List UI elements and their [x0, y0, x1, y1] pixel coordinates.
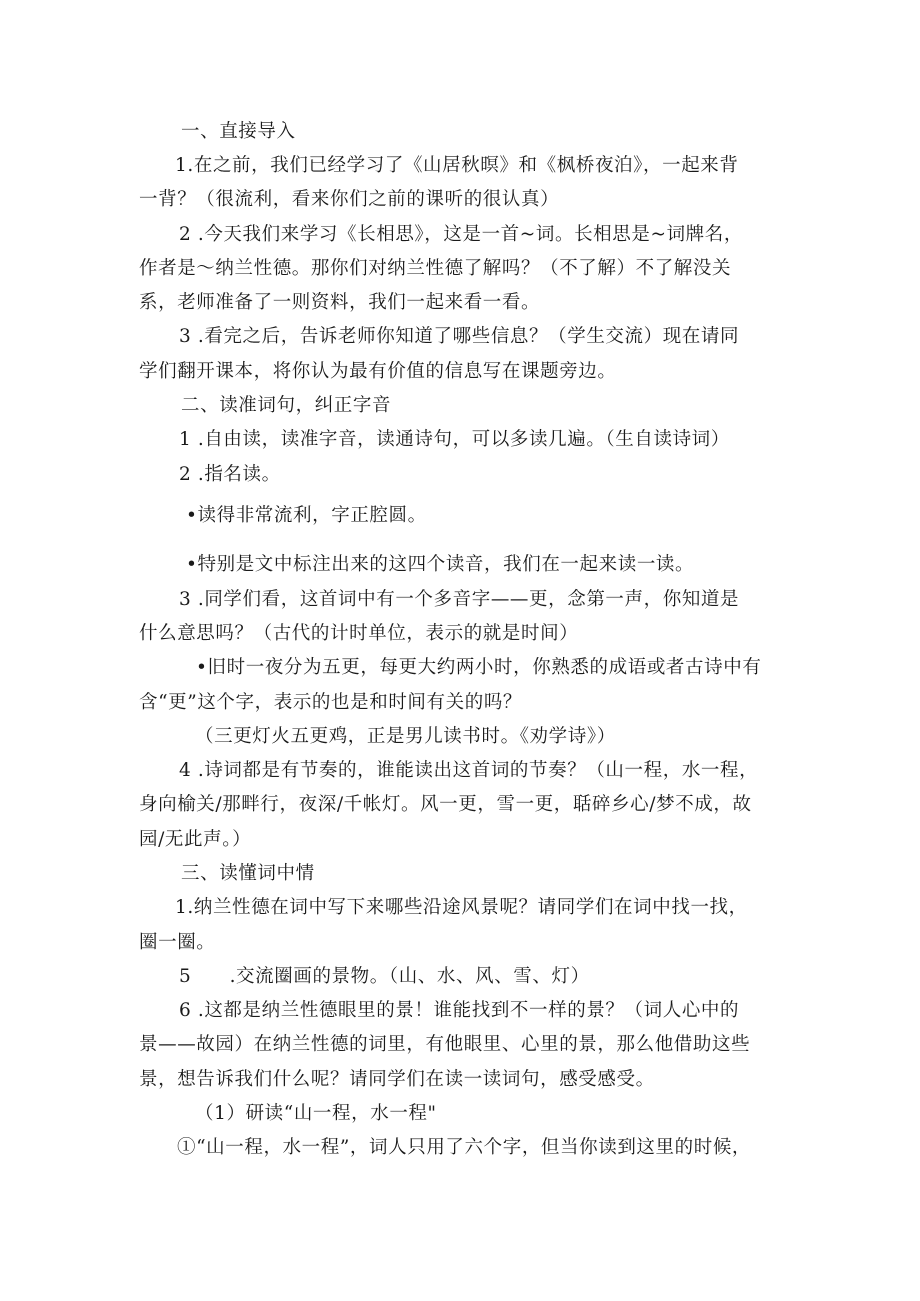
bullet-line: •旧时一夜分为五更，每更大约两小时，你熟悉的成语或者古诗中有 — [196, 657, 762, 678]
paragraph-line: 4 .诗词都是有节奏的，谁能读出这首词的节奏？（山一程，水一程， — [179, 760, 759, 781]
bullet-line: •特别是文中标注出来的这四个读音，我们在一起来读一读。 — [186, 554, 695, 575]
paragraph-line: 3 .同学们看，这首词中有一个多音字——更，念第一声，你知道是 — [179, 589, 740, 610]
section-heading-2: 二、读准词句，纠正字音 — [181, 395, 392, 416]
paragraph-line: 景——故园）在纳兰性德的词里，有他眼里、心里的景，那么他借助这些 — [139, 1034, 751, 1055]
paragraph-line: 1.纳兰性德在词中写下来哪些沿途风景呢？请同学们在词中找一找， — [175, 897, 748, 918]
paragraph-line: 作者是～纳兰性德。那你们对纳兰性德了解吗？（不了解）不了解没关 — [139, 258, 732, 279]
paragraph-line: 系，老师准备了一则资料，我们一起来看一看。 — [139, 292, 541, 313]
paragraph-line: 2 .指名读。 — [179, 464, 281, 485]
paragraph-line: 园/无此声。） — [139, 829, 252, 850]
paragraph-line: 学们翻开课本，将你认为最有价值的信息写在课题旁边。 — [139, 361, 617, 382]
paragraph-line: 1.在之前，我们已经学习了《山居秋暝》和《枫桥夜泊》，一起来背 — [175, 155, 739, 176]
paragraph-line: 什么意思吗？（古代的计时单位，表示的就是时间） — [139, 623, 579, 644]
paragraph-line: （三更灯火五更鸡，正是男儿读书时。《劝学诗》） — [195, 726, 616, 747]
paragraph-line: 圈一圈。 — [139, 932, 216, 953]
paragraph-line: 一背？（很流利，看来你们之前的课听的很认真） — [139, 189, 560, 210]
section-heading-1: 一、直接导入 — [181, 121, 296, 142]
paragraph-line: 3 .看完之后，告诉老师你知道了哪些信息？（学生交流）现在请同 — [179, 326, 740, 347]
section-heading-3: 三、读懂词中情 — [181, 863, 315, 884]
paragraph-line: 含“更”这个字，表示的也是和时间有关的吗？ — [139, 692, 523, 713]
paragraph-line: 1 .自由读，读准字音，读通诗句，可以多读几遍。（生自读诗词） — [179, 429, 730, 450]
paragraph-line: 景，想告诉我们什么呢？请同学们在读一读词句，感受感受。 — [139, 1069, 655, 1090]
paragraph-line: 6 .这都是纳兰性德眼里的景！谁能找到不一样的景？（词人心中的 — [179, 1000, 740, 1021]
paragraph-line: ①“山一程，水一程”，词人只用了六个字，但当你读到这里的时候， — [177, 1137, 752, 1158]
paragraph-line: 2 .今天我们来学习《长相思》，这是一首~词。长相思是~词牌名， — [179, 224, 743, 245]
paragraph-line: 5 .交流圈画的景物。（山、水、风、雪、灯） — [179, 966, 590, 987]
bullet-line: •读得非常流利，字正腔圆。 — [186, 505, 427, 526]
paragraph-line: 身向榆关/那畔行，夜深/千帐灯。风一更，雪一更，聒碎乡心/梦不成，故 — [139, 794, 752, 815]
subsection-heading: （1）研读“山一程，水一程" — [195, 1103, 437, 1124]
